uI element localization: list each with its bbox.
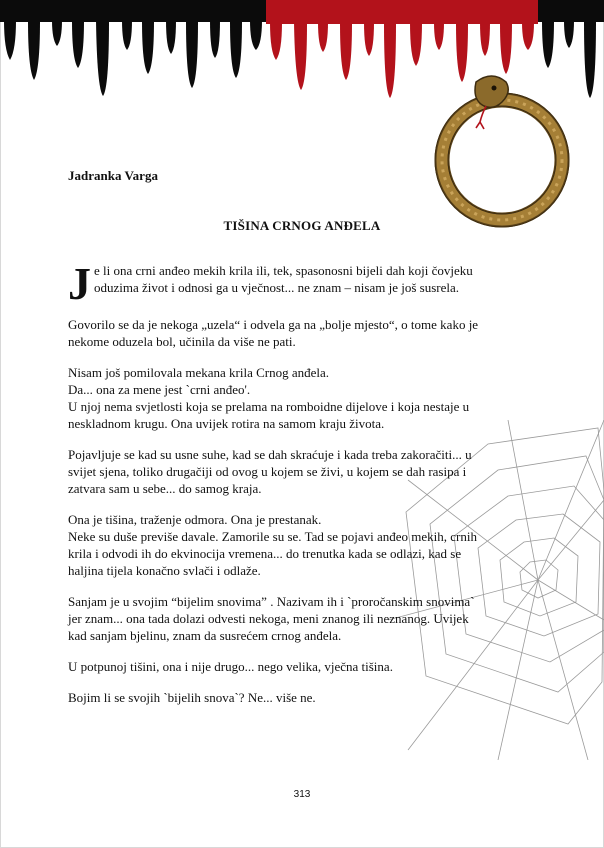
drop-cap: J [68,258,91,309]
text-line: U njoj nema svjetlosti koja se prelama na romboidne dijelove i koja nestaje u [68,399,470,414]
text-line: U potpunoj tišini, ona i nije drugo... nego velika, vječna tišina. [68,659,393,674]
text-line: haljina tijela konačno svlači i odlaže. [68,563,261,578]
text-line: zatvara sam u sebe... do samog kraja. [68,481,262,496]
paragraph-2 [68,316,538,350]
text-line: Ona je tišina, traženje odmora. Ona je prestanak. [68,512,322,527]
text-line: Da... ona za mene jest `crni anđeo'. [68,382,251,397]
page-number: 313 [293,789,311,800]
author-name: Jadranka Varga [68,168,158,183]
text-line: Bojim li se svojih `bijelih snova`? Ne... više ne. [68,690,316,705]
text-line: kad sanjam bjelinu, znam da susrećem crnog anđela. [68,628,342,643]
text-line: nekome oduzela bol, učinila da više ne pati. [68,334,296,349]
text-line: e li ona crni anđeo mekih krila ili, tek, spasonosni bijeli dah koji čovjeku [94,263,473,278]
text-line: neskladnom krugu. Ona uvijek rotira na samom kraju života. [68,416,385,431]
paragraph-5 [68,511,538,579]
text-line: svijet sjena, toliko drugačiji od ovog u kojem se živi, u kojem se dah rasipa i [68,464,467,479]
text-line: Neke su duše previše davale. Zamorile su se. Tad se pojavi anđeo mekih, crnih [68,529,477,544]
paragraph-8 [68,689,538,706]
text-line: Pojavljuje se kad su usne suhe, kad se dah skraćuje i kada treba zakoračiti... u [68,447,472,462]
text-line: Govorilo se da je nekoga „uzela“ i odvela ga na „bolje mjesto“, o tome kako je [68,317,479,332]
text-line: jer znam... ona tada dolazi odvesti nekoga, meni znanog ili neznanog. Uvijek [68,611,469,626]
text-line: Nisam još pomilovala mekana krila Crnog anđela. [68,365,330,380]
paragraph-4 [68,446,538,497]
text-line: Sanjam je u svojim “bijelim snovima” . Nazivam ih i `proročanskim snovima` [68,594,475,609]
story-title: TIŠINA CRNOG ANĐELA [223,218,381,233]
paragraph-7 [68,658,538,675]
story-body [68,258,538,720]
text-line: oduzima život i odnosi ga u vječnost... ne znam – nisam je još susrela. [94,280,460,295]
paragraph-3 [68,364,538,432]
paragraph-6 [68,593,538,644]
paragraph-1 [68,258,538,309]
ouroboros-snake-icon [424,72,584,232]
text-line: krila i odvodi ih do ekvinocija vremena... do trenutka kada se odlazi, kad se [68,546,462,561]
